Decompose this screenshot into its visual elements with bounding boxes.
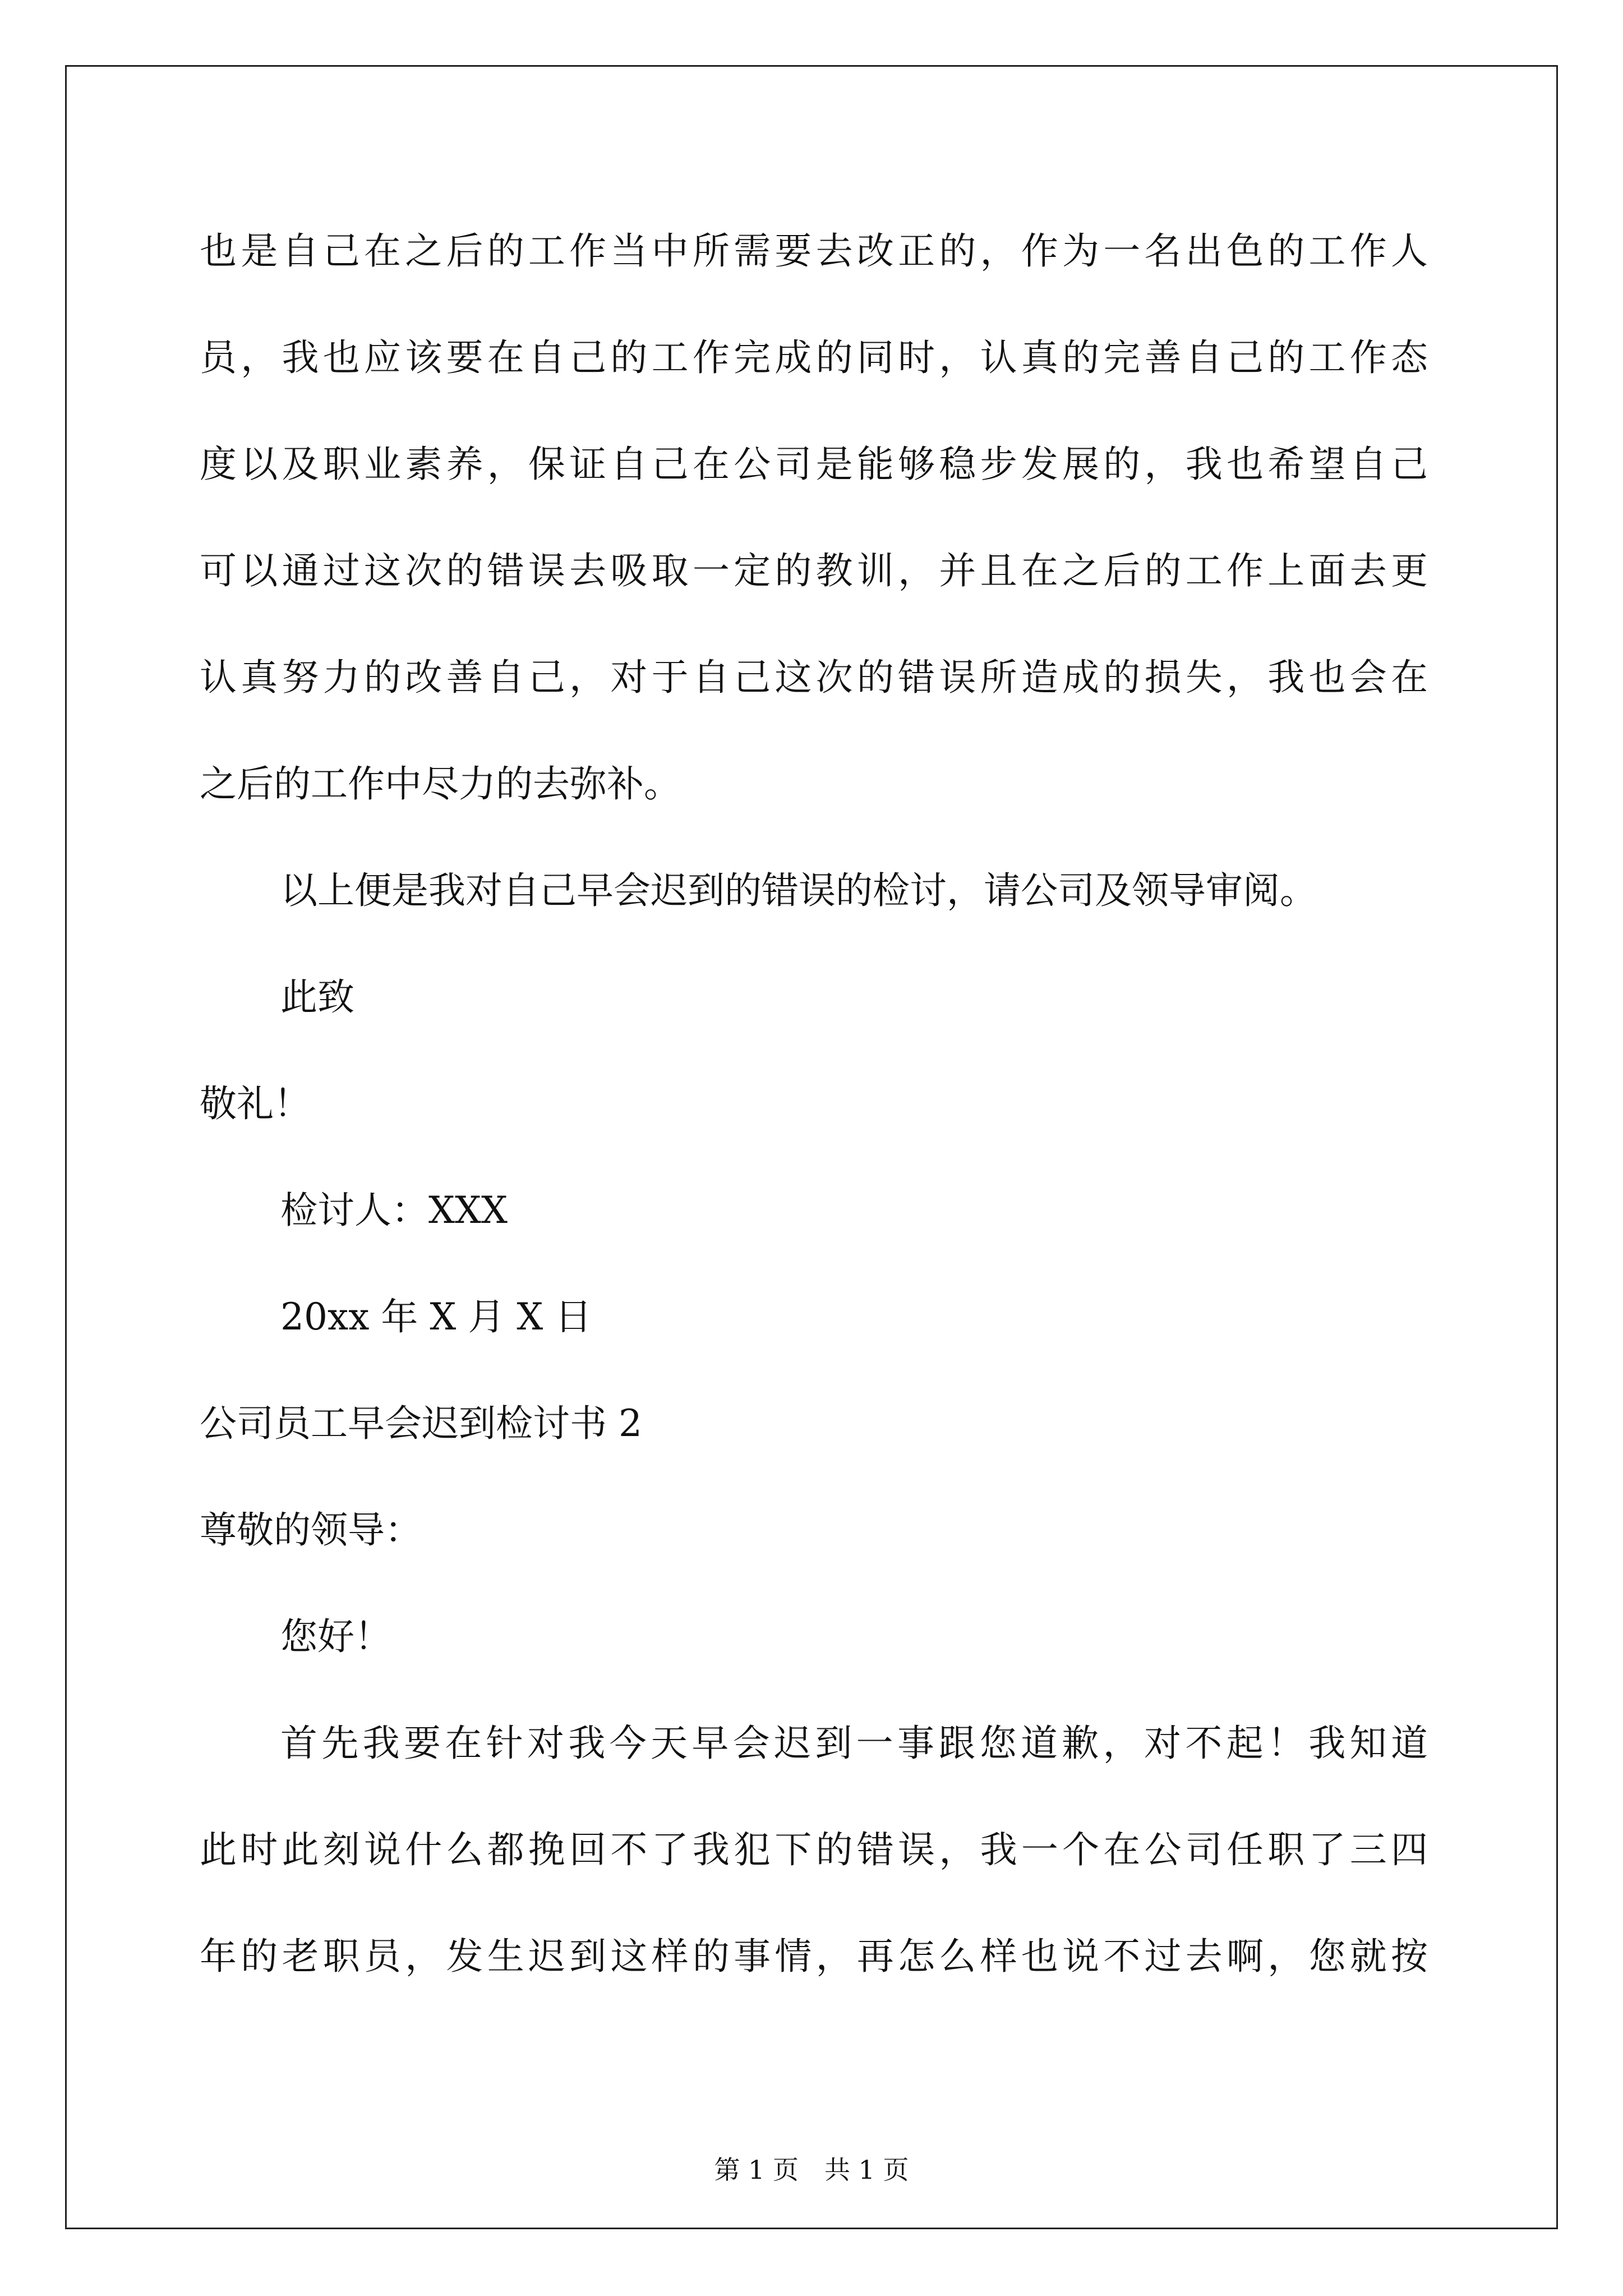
salutation-jingli: 敬礼！ bbox=[200, 1082, 311, 1125]
text-line: 度以及职业素养，保证自己在公司是能够稳步发展的，我也希望自己 bbox=[200, 443, 1428, 486]
text-line: 可以通过这次的错误去吸取一定的教训，并且在之后的工作上面去更 bbox=[200, 549, 1428, 592]
section-title: 公司员工早会迟到检讨书 2 bbox=[200, 1402, 642, 1445]
text-line: 此时此刻说什么都挽回不了我犯下的错误，我一个在公司任职了三四 bbox=[200, 1828, 1428, 1871]
signature-date: 20xx 年 X 月 X 日 bbox=[280, 1295, 592, 1338]
text-line: 之后的工作中尽力的去弥补。 bbox=[200, 762, 681, 806]
document-body bbox=[200, 218, 1428, 2030]
text-line: 首先我要在针对我今天早会迟到一事跟您道歉，对不起！我知道 bbox=[280, 1722, 1428, 1765]
salutation-cizhi: 此致 bbox=[280, 976, 354, 1019]
text-line: 认真努力的改善自己，对于自己这次的错误所造成的损失，我也会在 bbox=[200, 656, 1428, 699]
text-line: 年的老职员，发生迟到这样的事情，再怎么样也说不过去啊，您就按 bbox=[200, 1935, 1428, 1978]
closing-paragraph: 以上便是我对自己早会迟到的错误的检讨，请公司及领导审阅。 bbox=[280, 869, 1317, 912]
signature-name: 检讨人：XXX bbox=[280, 1189, 508, 1232]
letter-hello: 您好！ bbox=[280, 1615, 391, 1658]
page-footer: 第 1 页 共 1 页 bbox=[714, 2155, 909, 2185]
text-line: 也是自己在之后的工作当中所需要去改正的，作为一名出色的工作人 bbox=[200, 229, 1428, 273]
text-line: 员，我也应该要在自己的工作完成的同时，认真的完善自己的工作态 bbox=[200, 336, 1428, 379]
letter-greeting: 尊敬的领导： bbox=[200, 1508, 422, 1552]
